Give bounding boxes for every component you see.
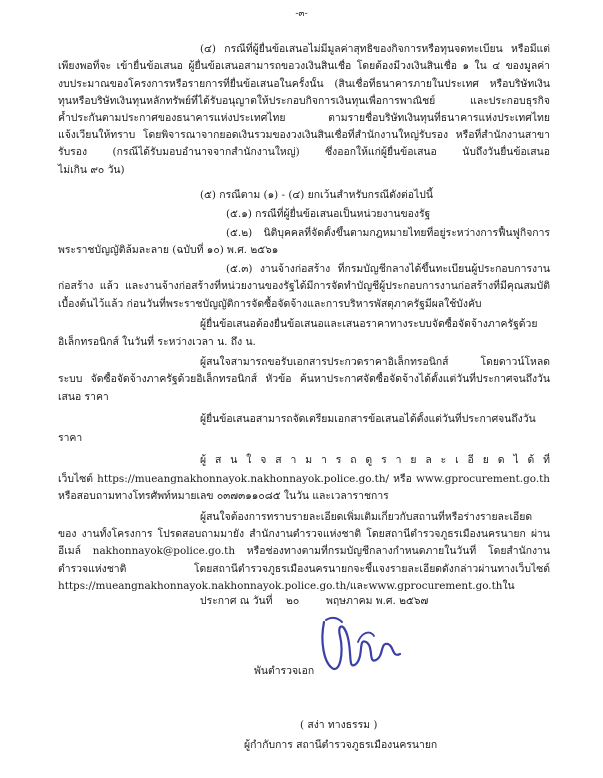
text-line-p4-6: แจ้งเวียนให้ทราบ โดยพิจารณาจากยอดเงินรวมของวงเงินสินเชื่อที่สำนักงานใหญ่รับรอง หรือที่สำนักงานสาขา [58,129,550,142]
text-line-s5-1: ผู้สนใจต้องการทราบรายละเอียดเพิ่มเติมเกี่ยวกับสถานที่หรือร่างรายละเอียด [200,510,533,523]
text-line-p4-5: ค้ำประกันตามประกาศของธนาคารแห่งประเทศไทย ตามรายชื่อบริษัทเงินทุนที่ธนาคารแห่งประเทศไทย [58,111,550,124]
text-line-s3-2: ราคา [58,431,83,444]
text-line-p4-3: งบประมาณของโครงการหรือรายการที่ยื่นข้อเสนอในครั้งนั้น (สินเชื่อที่ธนาคารภายในประเทศ หรือบริษัทเงิน [58,77,550,90]
text-line-p4-7: รับรอง (กรณีได้รับมอบอำนาจจากสำนักงานใหญ่) ซึ่งออกให้แก่ผู้ยื่นข้อเสนอ นับถึงวันยื่นข้อเสนอ [58,146,550,159]
text-line-s5-3: อีเมล์ nakhonnayok@police.go.th หรือช่องทางตามที่กรมบัญชีกลางกำหนดภายในวันที่ โดยสำนักงาน [58,545,550,558]
text-line-s2-1: ผู้สนใจสามารถขอรับเอกสารประกวดราคาอิเล็กทรอนิกส์ โดยดาวน์โหลด [200,356,550,369]
signer-rank: พันตำรวจเอก [254,665,315,677]
text-line-p53-3: เบื้องต้นไว้แล้ว ก่อนวันที่พระราชบัญญัติการจัดซื้อจัดจ้างและการบริหารพัสดุภาครัฐมีผลใช้บังคับ [58,297,482,310]
text-line-s2-2: ระบบ จัดซื้อจัดจ้างภาครัฐด้วยอิเล็กทรอนิกส์ หัวข้อ ค้นหาประกาศจัดซื้อจัดจ้างได้ตั้งแต่วันที่ประกาศจนถึงวัน [58,373,550,386]
text-line-p53-2: ก่อสร้าง แล้ว และงานจ้างก่อสร้างที่หน่วยงานของรัฐได้มีการจัดทำบัญชีผู้ประกอบการงานก่อสร้างที่มีคุณสมบัติ [58,280,550,293]
text-line-p51: (๕.๑) กรณีที่ผู้ยื่นข้อเสนอเป็นหน่วยงานของรัฐ [226,208,431,221]
text-line-p4-1: (๔) กรณีที่ผู้ยื่นข้อเสนอไม่มีมูลค่าสุทธิของกิจการหรือทุนจดทะเบียน หรือมีแต่ [200,43,550,56]
announce-month-year: พฤษภาคม พ.ศ. ๒๕๖๗ [326,595,429,607]
text-line-p4-2: เพียงพอที่จะ เข้ายื่นข้อเสนอ ผู้ยื่นข้อเสนอสามารถขอวงเงินสินเชื่อ โดยต้องมีวงเงินสินเชื่อ ๑ ใน ๔ ของมูลค่า [58,60,550,73]
text-line-s1-1: ผู้ยื่นข้อเสนอต้องยื่นข้อเสนอและเสนอราคาทางระบบจัดซื้อจัดจ้างภาครัฐด้วย [200,318,538,331]
signer-position: ผู้กำกับการ สถานีตำรวจภูธรเมืองนครนายก [244,739,438,751]
signer-name: ( สง่า ทางธรรม ) [300,719,378,731]
text-line-p4-4: ทุนหรือบริษัทเงินทุนหลักทรัพย์ที่ได้รับอนุญาตให้ประกอบกิจการเงินทุนเพื่อการพาณิชย์ และประกอบธุรกิจ [58,94,550,107]
text-line-s5-5: https://mueangnakhonnayok.nakhonnayok.police.go.th/และwww.gprocurement.go.thใน [58,579,515,592]
text-line-p53-1: (๕.๓) งานจ้างก่อสร้าง ที่กรมบัญชีกลางได้ขึ้นทะเบียนผู้ประกอบการงาน [226,263,550,276]
text-line-p5: (๕) กรณีตาม (๑) - (๔) ยกเว้นสำหรับกรณีดังต่อไปนี้ [200,189,433,202]
page-number: -๓- [295,9,308,19]
handwritten-signature [318,612,408,682]
text-line-p52-2: พระราชบัญญัติล้มละลาย (ฉบับที่ ๑๐) พ.ศ. ๒๕๖๑ [58,244,279,257]
announce-label: ประกาศ ณ วันที่ [200,595,273,607]
text-line-p4-8: ไม่เกิน ๙๐ วัน) [58,163,125,176]
text-line-s5-4: ตำรวจแห่งชาติ โดยสถานีตำรวจภูธรเมืองนครนายกจะชี้แจงรายละเอียดดังกล่าวผ่านทางเว็บไซต์ [58,562,550,575]
text-line-s4-2: เว็บไซต์ https://mueangnakhonnayok.nakhonnayok.police.go.th/ หรือ www.gprocurement.go.th [58,473,550,486]
text-line-s3-1: ผู้ยื่นข้อเสนอสามารถจัดเตรียมเอกสารข้อเสนอได้ตั้งแต่วันที่ประกาศจนถึงวัน [200,412,536,425]
text-line-s2-3: เสนอ ราคา [58,390,109,403]
text-line-p52-1: (๕.๒) นิติบุคคลที่จัดตั้งขึ้นตามกฎหมายไทยที่อยู่ระหว่างการฟื้นฟูกิจการ [226,227,550,240]
text-line-s1-2: อิเล็กทรอนิกส์ ในวันที่ ระหว่างเวลา น. ถึง น. [58,335,256,348]
text-line-s4-1: ผู้ ส น ใ จ ส า ม า ร ถ ดู ร า ย ล ะ เ อี ย ด ไ ด้ ที่ [200,454,550,467]
text-line-s4-3: หรือสอบถามทางโทรศัพท์หมายเลข ๐๓๗๓๑๑๐๘๕ ในวัน และเวลาราชการ [58,490,389,503]
announce-day: ๒๐ [286,595,300,607]
text-line-s5-2: ของ งานทั้งโครงการ โปรดสอบถามมายัง สำนักงานตำรวจแห่งชาติ โดยสถานีตำรวจภูธรเมืองนครนายก ผ่าน [58,528,550,541]
